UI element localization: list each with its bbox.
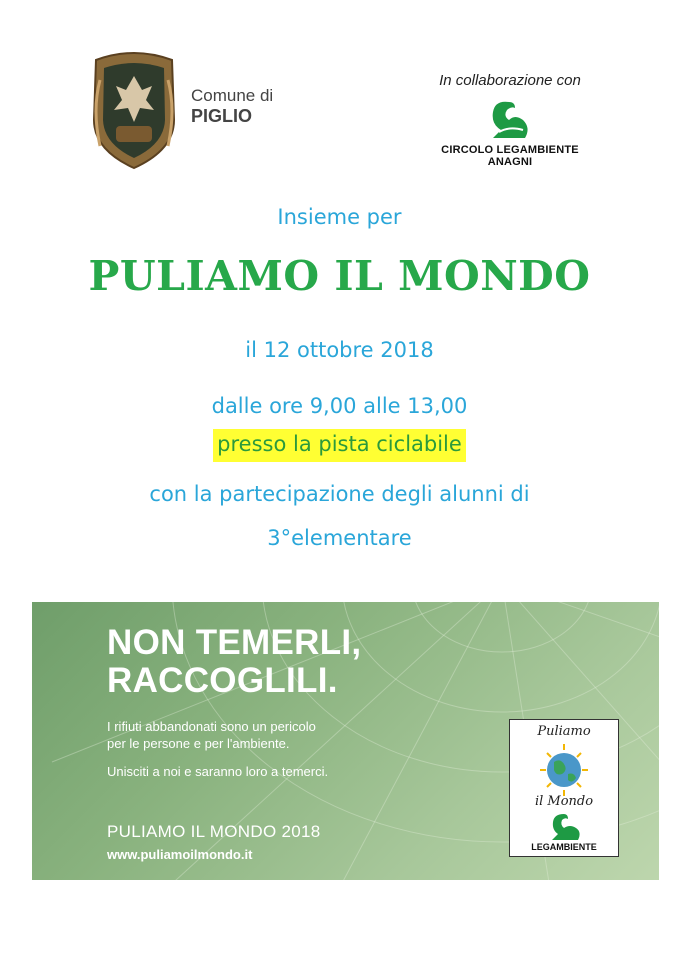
puliamo-badge [509, 719, 619, 857]
banner-text1-line2: per le persone e per l'ambiente. [107, 736, 290, 751]
banner-campaign: PULIAMO IL MONDO 2018 [107, 822, 321, 841]
intro-text: Insieme per [277, 205, 402, 229]
event-title: PULIAMO IL MONDO [88, 252, 591, 300]
comune-line2: PIGLIO [191, 106, 253, 126]
banner-headline-line1: NON TEMERLI, [107, 623, 362, 662]
badge-org: LEGAMBIENTE [531, 842, 597, 852]
grade-text: 3°elementare [267, 526, 412, 550]
participation-text: con la partecipazione degli alunni di [149, 482, 530, 506]
banner-headline [107, 624, 361, 700]
legambiente-swan-icon [485, 98, 533, 142]
header [0, 0, 679, 190]
collaboration-text: In collaborazione con [439, 72, 581, 89]
legambiente-swan-icon [542, 812, 586, 842]
globe-sun-icon [534, 744, 594, 796]
comune-logo-text [191, 86, 273, 126]
campaign-banner [32, 602, 659, 880]
banner-text1-line1: I rifiuti abbandonati sono un pericolo [107, 719, 316, 734]
badge-line1: Puliamo [537, 724, 591, 739]
banner-text2: Unisciti a noi e saranno loro a temerci. [107, 764, 329, 779]
circolo-legambiente: CIRCOLO LEGAMBIENTE ANAGNI [441, 144, 579, 168]
comune-crest-icon [86, 50, 182, 172]
banner-text1 [107, 718, 407, 752]
banner-url: www.puliamoilmondo.it [107, 847, 253, 862]
event-place-line [0, 432, 679, 456]
comune-line1: Comune di [191, 86, 274, 105]
event-place: presso la pista ciclabile [213, 429, 466, 462]
banner-headline-line2: RACCOGLILI. [107, 661, 338, 700]
event-time: dalle ore 9,00 alle 13,00 [211, 394, 468, 418]
badge-line2: il Mondo [534, 794, 594, 809]
event-date: il 12 ottobre 2018 [245, 338, 434, 362]
